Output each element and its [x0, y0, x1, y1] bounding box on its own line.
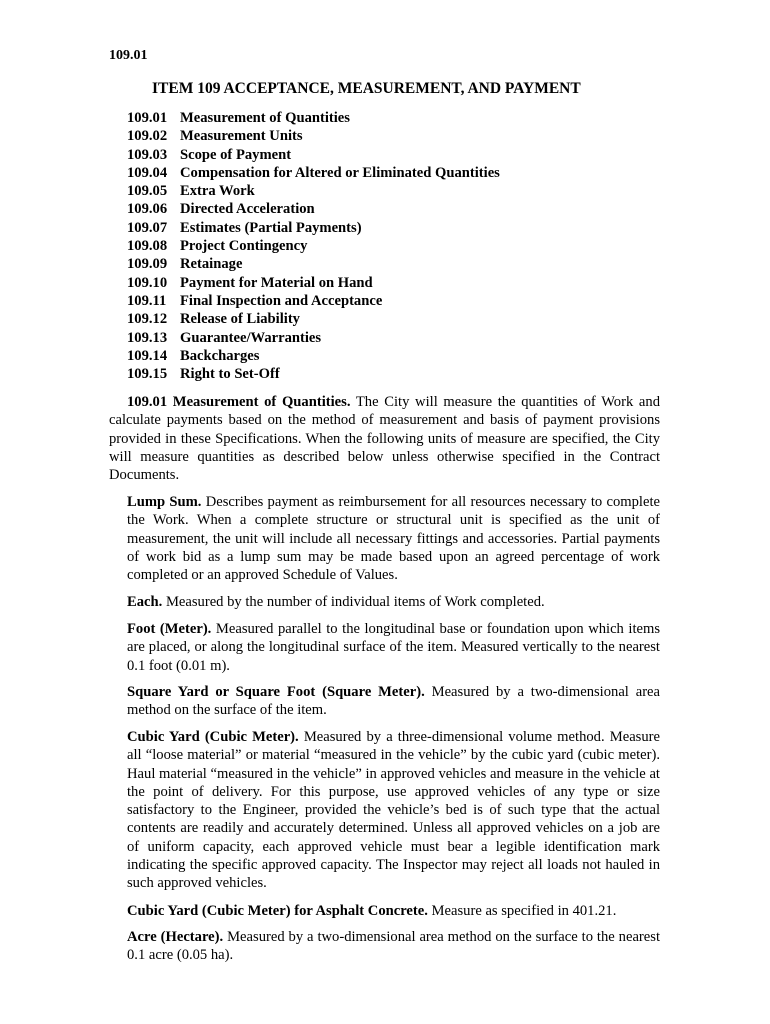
toc-label: Measurement Units — [180, 128, 303, 145]
toc-item — [127, 164, 500, 182]
toc-number: 109.02 — [127, 128, 168, 145]
toc-label: Scope of Payment — [180, 146, 292, 163]
toc-number: 109.06 — [127, 201, 168, 218]
unit-term: Cubic Yard (Cubic Meter) for Asphalt Concrete. — [127, 903, 428, 919]
unit-term: Square Yard or Square Foot (Square Meter). — [127, 684, 425, 700]
toc-number: 109.14 — [127, 347, 168, 364]
toc-label: Release of Liability — [180, 311, 300, 328]
toc-item — [127, 200, 500, 218]
unit-term: Each. — [127, 594, 163, 610]
unit-acre — [127, 928, 660, 965]
toc-item — [127, 182, 500, 200]
toc-item — [127, 292, 500, 310]
unit-lump-sum — [127, 493, 660, 584]
toc-number: 109.09 — [127, 256, 168, 273]
unit-term: Acre (Hectare). — [127, 929, 224, 945]
page-number: 109.01 — [109, 48, 148, 63]
unit-text: Measured by a three-dimensional volume method. Measure all “loose material” or material “measured in the vehicle” by the cubic yard (cubic meter). Haul material “measured in the vehicle” in approved vehicles and measure in the vehicle at the point of delivery. For this purpose, use approved vehicles of any type or size satisfactory to the Engineer, provided the vehicle’s bed is of such type that the actual contents are readily and accurately determined. Unless all approved vehicles on a job are of uniform capacity, each approved vehicle must bear a legible identification mark indicating the specific approved capacity. The Inspector may reject all loads not hauled in such approved vehicles. — [127, 729, 660, 892]
toc-label: Retainage — [180, 256, 243, 273]
unit-each — [127, 593, 660, 611]
toc-number: 109.03 — [127, 146, 168, 163]
toc-label: Backcharges — [180, 347, 260, 364]
toc-label: Payment for Material on Hand — [180, 274, 373, 291]
unit-text: Describes payment as reimbursement for all resources necessary to complete the Work. When a complete structure or structural unit is specified as the unit of measurement, the unit will include all necessary fittings and accessories. Partial payments of work bid as a lump sum may be made based upon an agreed percentage of work completed or an approved Schedule of Values. — [127, 494, 660, 584]
unit-square-yard — [127, 683, 660, 720]
unit-foot — [127, 620, 660, 675]
unit-text: Measure as specified in 401.21. — [431, 903, 617, 919]
unit-term: Foot (Meter). — [127, 621, 212, 637]
section-109-01-text: The City will measure the quantities of Work and calculate payments based on the method of measurement and basis of payment provisions provided in these Specifications. When the following units of measure are specified, the City will measure quantities as described below unless otherwise specified in the Contract Documents. — [109, 394, 661, 484]
toc-number: 109.10 — [127, 274, 168, 291]
toc-label: Final Inspection and Acceptance — [180, 292, 383, 309]
section-109-01-paragraph — [109, 393, 660, 484]
toc-item — [127, 109, 500, 127]
unit-text: Measured by a two-dimensional area method on the surface to the nearest 0.1 acre (0.05 ha). — [127, 929, 660, 964]
toc-item — [127, 127, 500, 145]
toc-label: Extra Work — [180, 183, 255, 200]
toc-number: 109.08 — [127, 238, 168, 255]
unit-text: Measured parallel to the longitudinal base or foundation upon which items are placed, or along the longitudinal surface of the item. Measured vertically to the nearest 0.1 foot (0.01 m). — [127, 621, 661, 674]
toc-item — [127, 237, 500, 255]
toc-item — [127, 365, 500, 383]
toc-label: Guarantee/Warranties — [180, 329, 322, 346]
toc-item — [127, 146, 500, 164]
toc-item — [127, 274, 500, 292]
toc-item — [127, 310, 500, 328]
unit-term: Lump Sum. — [127, 494, 202, 510]
toc-item — [127, 255, 500, 273]
toc-label: Measurement of Quantities — [180, 110, 350, 126]
toc-label: Compensation for Altered or Eliminated Quantities — [180, 164, 500, 181]
unit-term: Cubic Yard (Cubic Meter). — [127, 729, 299, 745]
item-title: ITEM 109 ACCEPTANCE, MEASUREMENT, AND PAYMENT — [152, 80, 581, 97]
toc-label: Right to Set-Off — [180, 366, 280, 383]
toc-label: Directed Acceleration — [180, 201, 315, 218]
unit-cubic-yard — [127, 728, 660, 893]
toc-number: 109.15 — [127, 366, 168, 383]
toc-item — [127, 219, 500, 237]
unit-text: Measured by a two-dimensional area method on the surface of the item. — [127, 684, 661, 719]
toc-number: 109.13 — [127, 329, 168, 346]
unit-text: Measured by the number of individual items of Work completed. — [165, 594, 545, 610]
toc-item — [127, 347, 500, 365]
toc-number: 109.01 — [127, 110, 168, 126]
unit-cubic-yard-asphalt — [127, 902, 660, 920]
table-of-contents — [127, 109, 500, 383]
toc-label: Estimates (Partial Payments) — [180, 219, 362, 236]
section-109-01-heading: 109.01 Measurement of Quantities. — [127, 394, 351, 410]
toc-item — [127, 329, 500, 347]
toc-number: 109.11 — [127, 292, 167, 309]
toc-number: 109.07 — [127, 219, 168, 236]
toc-number: 109.12 — [127, 311, 168, 328]
toc-number: 109.04 — [127, 164, 168, 181]
toc-number: 109.05 — [127, 183, 168, 200]
toc-label: Project Contingency — [180, 238, 308, 255]
